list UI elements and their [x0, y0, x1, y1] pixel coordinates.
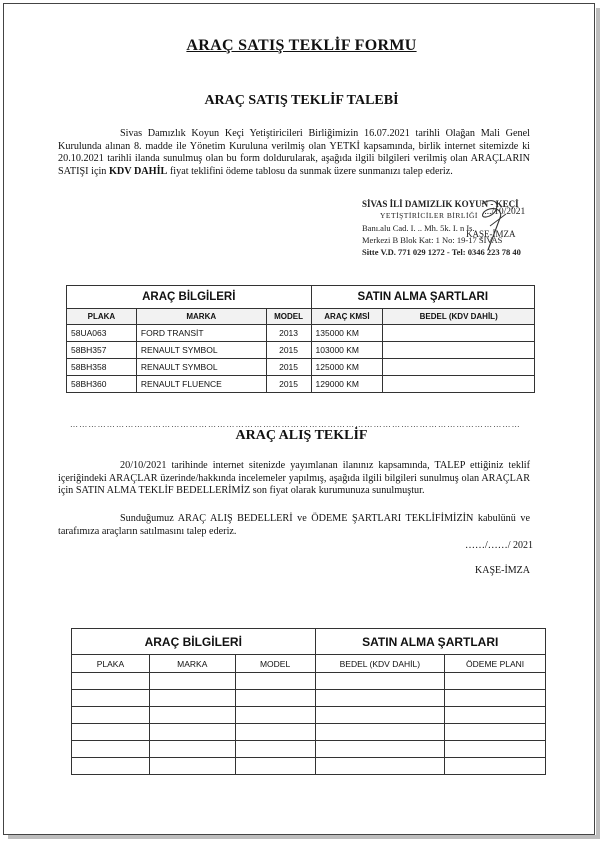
empty-cell[interactable]: [72, 673, 150, 690]
cell-model: 2015: [266, 342, 311, 359]
empty-cell[interactable]: [149, 690, 235, 707]
cell-plaka: 58UA063: [67, 325, 137, 342]
vehicle-sale-table: [66, 285, 535, 393]
stamp-date: ..../10/2021: [482, 207, 526, 217]
empty-cell[interactable]: [235, 741, 315, 758]
empty-cell[interactable]: [445, 707, 546, 724]
table-row: [67, 325, 535, 342]
empty-cell[interactable]: [235, 707, 315, 724]
table-row: [72, 758, 546, 775]
empty-cell[interactable]: [315, 758, 445, 775]
empty-cell[interactable]: [445, 690, 546, 707]
column-header-model-2: MODEL: [235, 655, 315, 673]
empty-cell[interactable]: [445, 758, 546, 775]
request-text-bold: KDV DAHİL: [108, 165, 168, 177]
stamp-line-3: Banı.alu Cad. I. .. Mh. 5k. I. n Is.: [362, 223, 475, 233]
cell-marka: RENAULT FLUENCE: [136, 376, 266, 393]
table-row: [72, 673, 546, 690]
cell-marka: RENAULT SYMBOL: [136, 359, 266, 376]
empty-cell[interactable]: [315, 741, 445, 758]
empty-cell[interactable]: [315, 690, 445, 707]
table-row: [67, 359, 535, 376]
cell-km: 129000 KM: [311, 376, 383, 393]
empty-cell[interactable]: [445, 741, 546, 758]
table-row: [72, 741, 546, 758]
empty-cell[interactable]: [445, 724, 546, 741]
cell-model: 2013: [266, 325, 311, 342]
column-header-marka-2: MARKA: [149, 655, 235, 673]
cell-km: 103000 KM: [311, 342, 383, 359]
table-row: [72, 724, 546, 741]
vehicle-info-header-2: ARAÇ BİLGİLERİ: [72, 629, 316, 655]
column-header-plaka: PLAKA: [67, 309, 137, 325]
separator-line: …………………………………………………………………………………………………………………………………: [70, 420, 521, 429]
cell-bedel[interactable]: [383, 359, 535, 376]
request-text-b: fiyat teklifini ödeme tablosu da sunmak üzere sunmanızı talep ederiz.: [167, 165, 453, 177]
offer-text: 20/10/2021 tarihinde internet sitenizde yayımlanan ilanınız kapsamında, TALEP ettiğiniz teklif içeriğindeki ARAÇLAR üzerinde/hakkında incelemeler yapılmış, aşağıda ilgili bilgileri sunulmuş olan ARAÇLAR için SATIN ALMA TEKLİF BEDELLERİMİZ son fiyat olarak kurumunuza sunulmuştur.: [58, 460, 530, 497]
date-line: ……/……/ 2021: [465, 540, 534, 551]
column-header-model: MODEL: [266, 309, 311, 325]
stamp-line-2: YETİŞTİRİCİLER BİRLİĞİ: [380, 211, 478, 220]
offer-paragraph-2: [58, 513, 530, 538]
purchase-terms-header-2: SATIN ALMA ŞARTLARI: [315, 629, 545, 655]
offer-text-2: Sunduğumuz ARAÇ ALIŞ BEDELLERİ ve ÖDEME ŞARTLARI TEKLİFİMİZİN kabulünü ve tarafımıza araçların satılmasını talep ederiz.: [58, 513, 530, 537]
cell-model: 2015: [266, 376, 311, 393]
empty-cell[interactable]: [149, 724, 235, 741]
page-shadow-right: [596, 8, 600, 838]
empty-cell[interactable]: [72, 707, 150, 724]
cell-plaka: 58BH360: [67, 376, 137, 393]
table-row: [67, 342, 535, 359]
purchase-offer-table: [71, 628, 546, 775]
stamp-line-5: Sitte V.D. 771 029 1272 - Tel: 0346 223 78 40: [362, 247, 521, 257]
cell-bedel[interactable]: [383, 342, 535, 359]
column-header-plaka-2: PLAKA: [72, 655, 150, 673]
cell-bedel[interactable]: [383, 376, 535, 393]
empty-cell[interactable]: [315, 673, 445, 690]
vehicle-info-header: ARAÇ BİLGİLERİ: [67, 286, 312, 309]
empty-cell[interactable]: [235, 724, 315, 741]
column-header-marka: MARKA: [136, 309, 266, 325]
empty-cell[interactable]: [445, 673, 546, 690]
cell-plaka: 58BH357: [67, 342, 137, 359]
kase-imza: KAŞE-İMZA: [475, 565, 530, 576]
empty-cell[interactable]: [315, 707, 445, 724]
empty-cell[interactable]: [72, 741, 150, 758]
signature-icon: [460, 196, 530, 256]
form-title: ARAÇ SATIŞ TEKLİF FORMU: [186, 37, 417, 54]
cell-km: 135000 KM: [311, 325, 383, 342]
column-header-odeme-plani: ÖDEME PLANI: [445, 655, 546, 673]
empty-cell[interactable]: [149, 741, 235, 758]
request-title: ARAÇ SATIŞ TEKLİF TALEBİ: [204, 93, 399, 108]
request-text-a: Sivas Damızlık Koyun Keçi Yetiştiricileri Birliğimizin 16.07.2021 tarihli Olağan Mali Genel Kurulunda alınan 8. madde ile Yönetim Kuruluna verilmiş olan YETKİ kapsamında, birlik internet sitemizde ki 20.10.2021 tarihli ilanda sunulmuş olan bu form doldurularak, aşağıda ilgili bilgileri verilmiş olan ARAÇLARIN SATIŞI için: [58, 128, 530, 177]
empty-cell[interactable]: [235, 690, 315, 707]
cell-marka: FORD TRANSİT: [136, 325, 266, 342]
empty-cell[interactable]: [149, 707, 235, 724]
request-paragraph: [58, 128, 530, 178]
offer-title: ARAÇ ALIŞ TEKLİF: [235, 428, 368, 443]
empty-cell[interactable]: [72, 690, 150, 707]
column-header-bedel-2: BEDEL (KDV DAHİL): [315, 655, 445, 673]
cell-km: 125000 KM: [311, 359, 383, 376]
empty-cell[interactable]: [72, 724, 150, 741]
cell-marka: RENAULT SYMBOL: [136, 342, 266, 359]
stamp-line-1: SİVAS İLİ DAMIZLIK KOYUN - KEÇİ: [362, 199, 519, 209]
empty-cell[interactable]: [315, 724, 445, 741]
purchase-terms-header: SATIN ALMA ŞARTLARI: [311, 286, 534, 309]
empty-cell[interactable]: [149, 673, 235, 690]
offer-paragraph: [58, 460, 530, 498]
table-row: [72, 707, 546, 724]
cell-plaka: 58BH358: [67, 359, 137, 376]
stamp-line-4: Merkezi B Blok Kat: 1 No: 19-17 SİVAS: [362, 235, 503, 245]
empty-cell[interactable]: [72, 758, 150, 775]
empty-cell[interactable]: [235, 673, 315, 690]
table-row: [67, 376, 535, 393]
column-header-bedel: BEDEL (KDV DAHİL): [383, 309, 535, 325]
cell-bedel[interactable]: [383, 325, 535, 342]
empty-cell[interactable]: [235, 758, 315, 775]
table-row: [72, 690, 546, 707]
stamp-kase: KAŞE-İMZA: [466, 229, 516, 239]
page-shadow-bottom: [8, 835, 600, 839]
empty-cell[interactable]: [149, 758, 235, 775]
column-header-km: ARAÇ KMSİ: [311, 309, 383, 325]
cell-model: 2015: [266, 359, 311, 376]
